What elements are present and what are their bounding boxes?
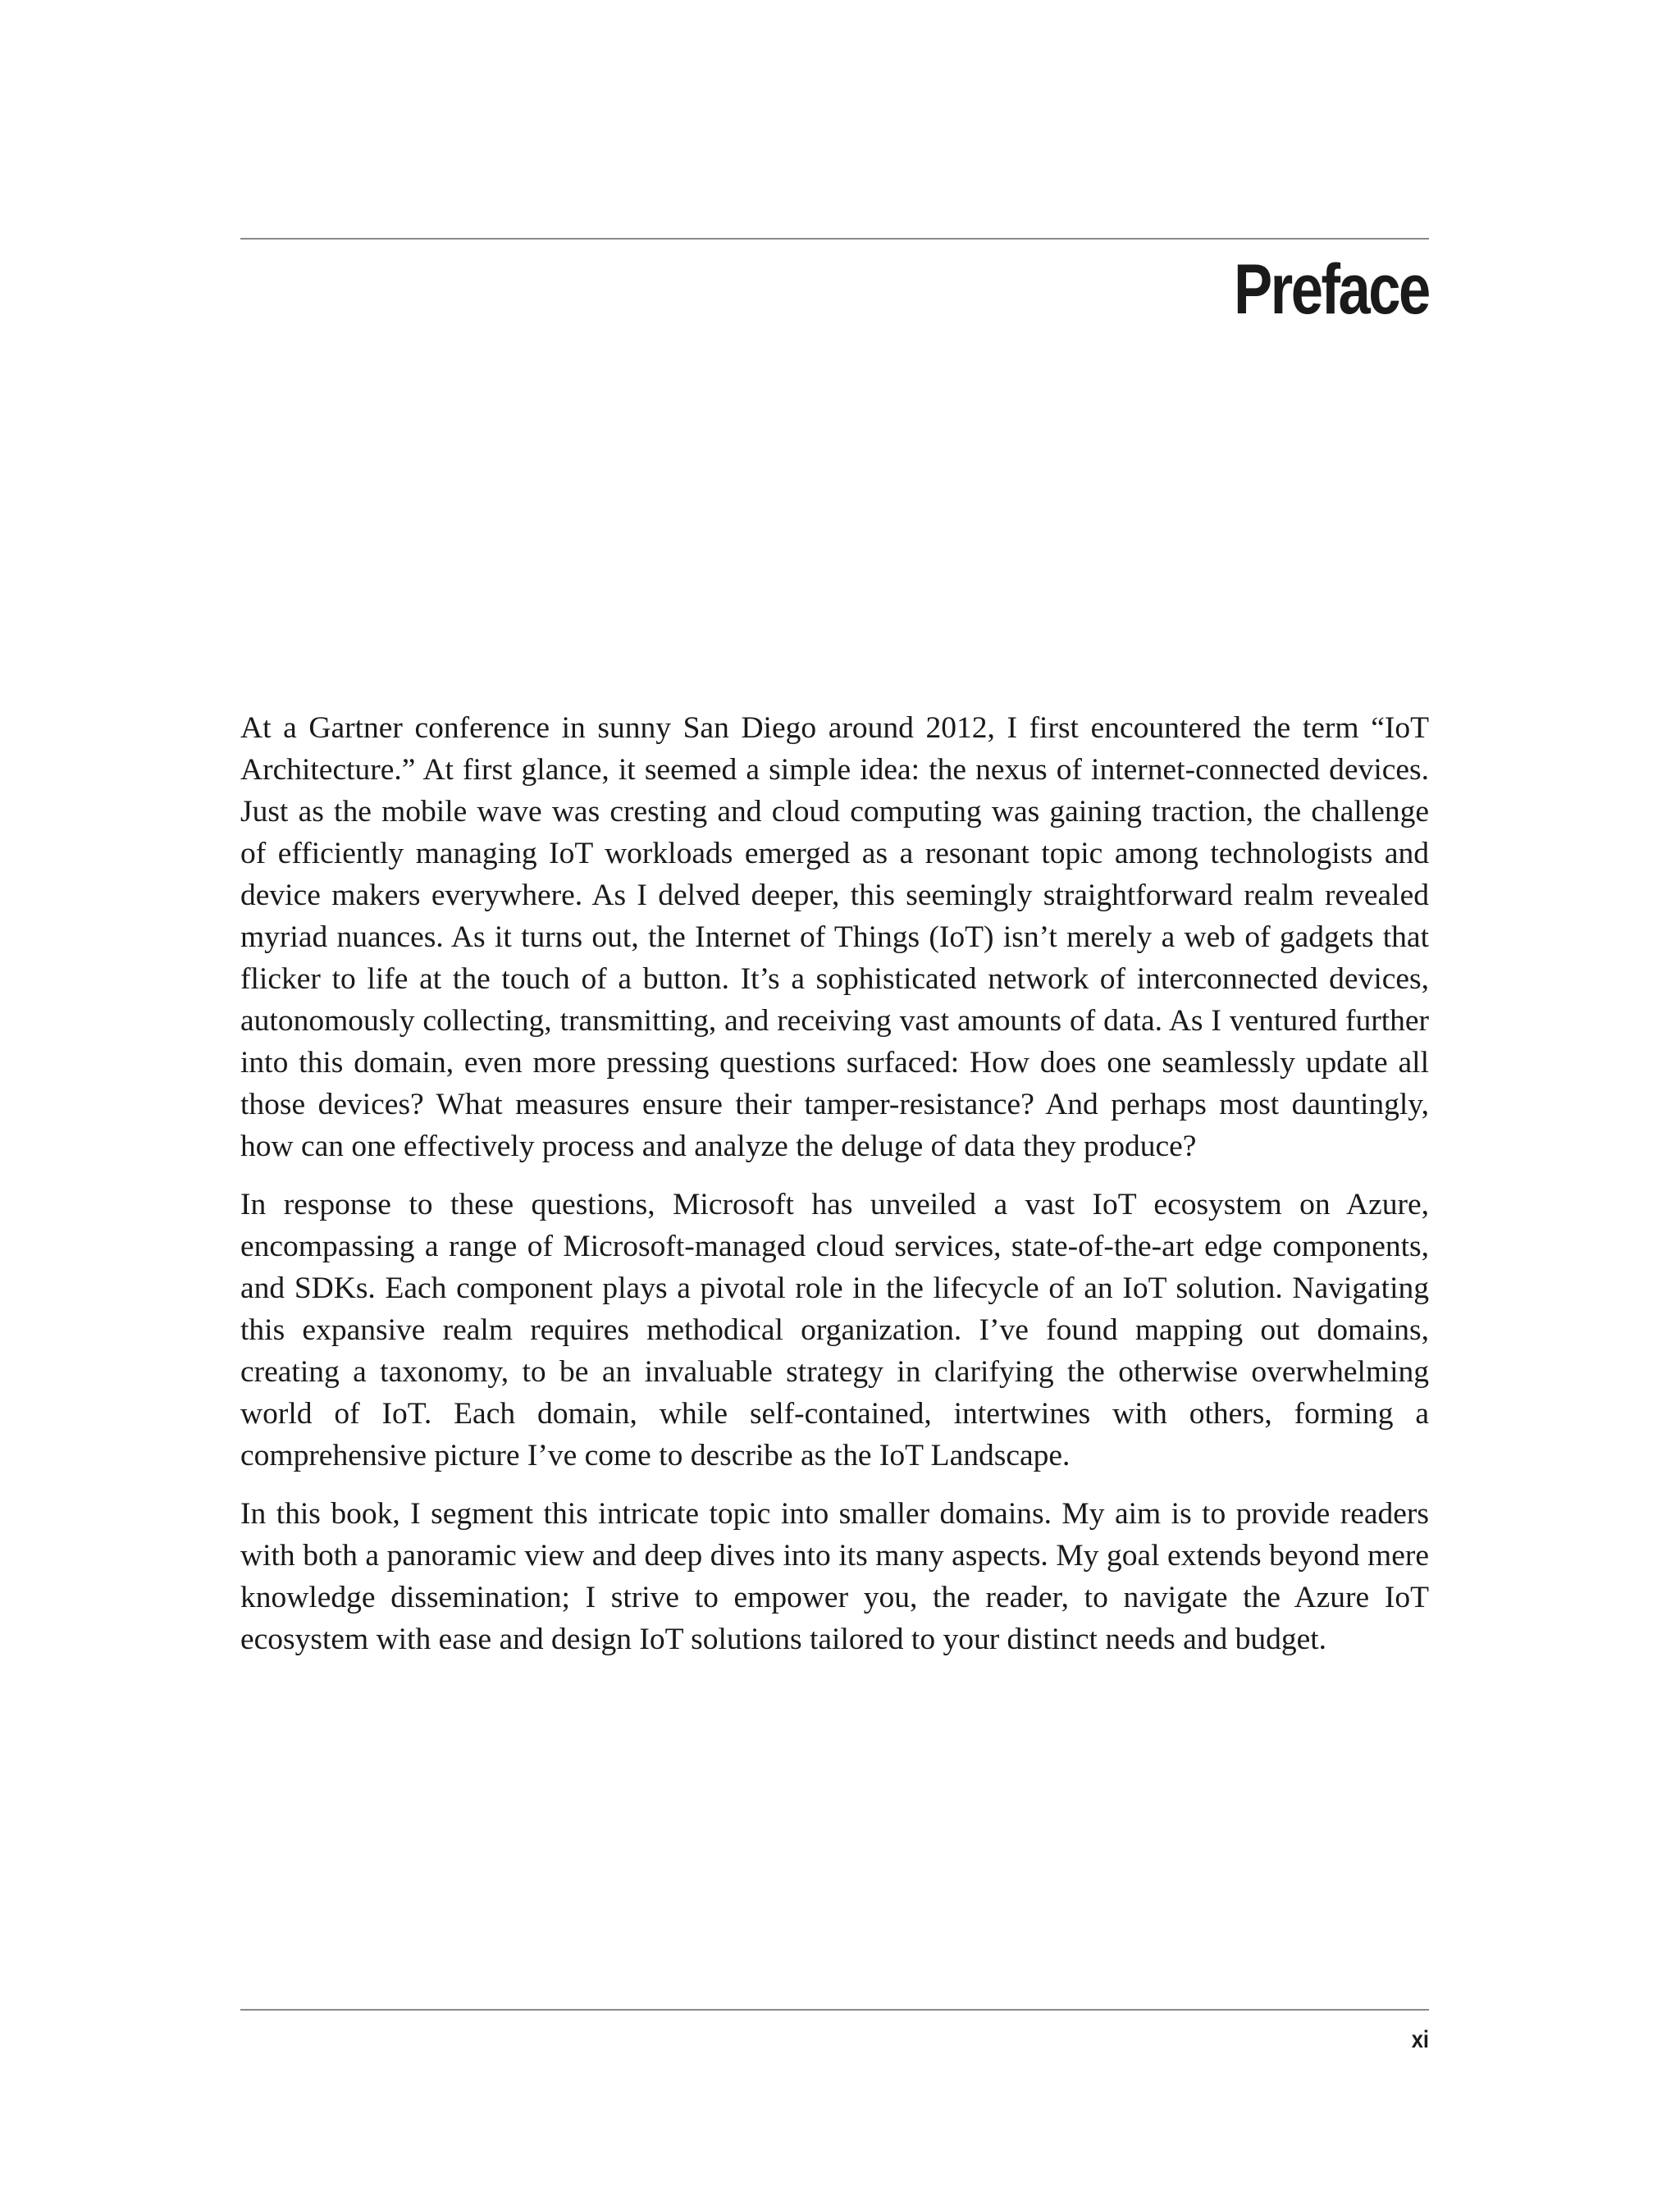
chapter-title: Preface <box>1234 250 1429 329</box>
footer-rule <box>240 2009 1429 2011</box>
paragraph-1: At a Gartner conference in sunny San Diego around 2012, I first encountered the term “IoT Architecture.” At first glance, it seemed a simple idea: the nexus of internet-connected devices. Just as the mobile wave was cresting and cloud computing was gaining traction, the challenge of efficiently managing IoT workloads emerged as a resonant topic among technologists and device makers everywhere. As I delved deeper, this seemingly straightforward realm revealed myriad nuances. As it turns out, the Internet of Things (IoT) isn’t merely a web of gadgets that flicker to life at the touch of a button. It’s a sophisticated network of interconnected devices, autonomously collecting, transmitting, and receiving vast amounts of data. As I ventured further into this domain, even more pressing questions surfaced: How does one seamlessly update all those devices? What measures ensure their tamper-resistance? And perhaps most dauntingly, how can one effectively process and analyze the deluge of data they produce? <box>240 711 1429 1163</box>
page-number: xi <box>1411 2026 1429 2053</box>
body-text <box>240 707 1429 1677</box>
paragraph-3: In this book, I segment this intricate topic into smaller domains. My aim is to provide readers with both a panoramic view and deep dives into its many aspects. My goal extends beyond mere knowledge dissemination; I strive to empower you, the reader, to navigate the Azure IoT ecosystem with ease and design IoT solutions tailored to your distinct needs and budget. <box>240 1497 1429 1656</box>
paragraph-2: In response to these questions, Microsoft has unveiled a vast IoT ecosystem on Azure, encompassing a range of Microsoft-managed cloud services, state-of-the-art edge components, and SDKs. Each component plays a pivotal role in the lifecycle of an IoT solution. Navigating this expansive realm requires methodical organization. I’ve found mapping out domains, creating a taxonomy, to be an invaluable strategy in clarifying the otherwise overwhelming world of IoT. Each domain, while self-contained, intertwines with others, forming a comprehensive picture I’ve come to describe as the IoT Landscape. <box>240 1188 1429 1472</box>
